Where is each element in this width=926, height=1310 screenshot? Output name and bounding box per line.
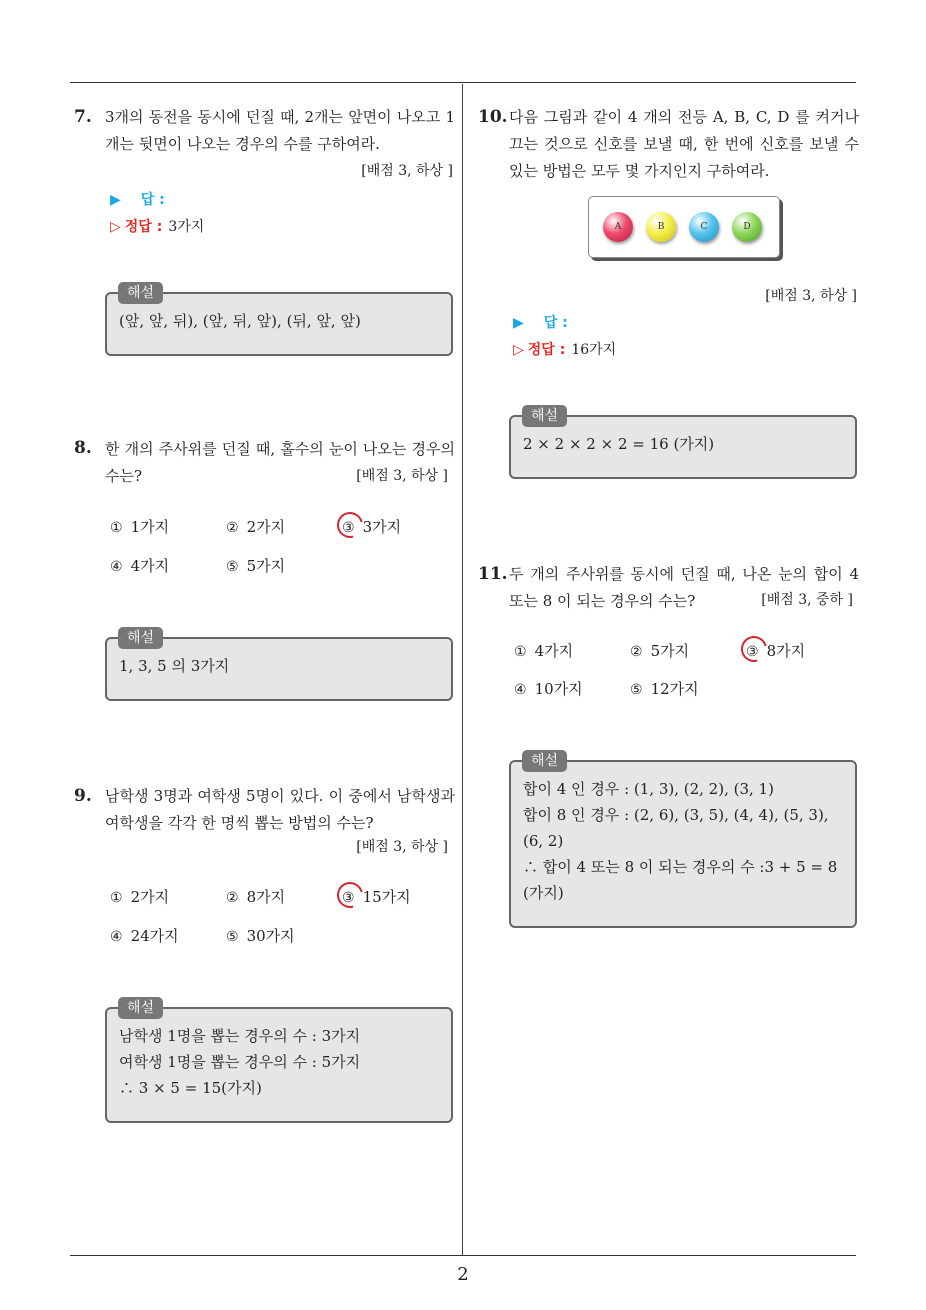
choice-4[interactable]: ④ 4가지 [110,557,170,575]
solution-line: 1, 3, 5 의 3가지 [119,657,230,675]
solution-box [509,760,857,928]
answer-line [110,188,165,212]
choice-1[interactable]: ① 1가지 [110,518,170,536]
lamp-d-icon: D [732,212,762,242]
solution-line: 합이 8 인 경우 : (2, 6), (3, 5), (4, 4), (5, 3), (6, 2) [523,806,829,850]
question-text: 남학생 3명과 여학생 5명이 있다. 이 중에서 남학생과 여학생을 각각 한 명씩 뽑는 방법의 수는? [105,787,455,832]
question-text: 다음 그림과 같이 4 개의 전등 A, B, C, D 를 켜거나 끄는 것으로 신호를 보낼 때, 한 번에 신호를 보낼 수 있는 방법은 모두 몇 가지인지 구하여라. [509,108,859,180]
correct-label: 정답 : [124,219,163,235]
solution-box [105,1007,453,1123]
score-meta: [배점 3, 하상 ] [356,468,448,484]
solution-line: 남학생 1명을 뽑는 경우의 수 : 3가지 [119,1027,361,1045]
question-text: 두 개의 주사위를 동시에 던질 때, 나온 눈의 합이 4 또는 8 이 되는 경우의 수는? [509,565,859,610]
solution-tag: 해설 [118,997,163,1019]
question-text: 한 개의 주사위를 던질 때, 홀수의 눈이 나오는 경우의 수는? [105,440,455,485]
top-rule [70,82,856,83]
lamp-b-icon: B [646,212,676,242]
page-number: 2 [457,1264,469,1285]
answer-circle-mark [332,877,368,913]
answer-label: 답 : [543,315,568,331]
choice-1[interactable]: ① 4가지 [514,642,574,660]
correct-answer-line [513,338,616,362]
solution-tag: 해설 [522,750,567,772]
correct-answer-line [110,215,204,239]
answer-circle-mark [736,631,772,667]
question-text: 3개의 동전을 동시에 던질 때, 2개는 앞면이 나오고 1개는 뒷면이 나오는 경우의 수를 구하여라. [105,108,455,153]
question-number: 8. [74,438,92,458]
choice-1[interactable]: ① 2가지 [110,888,170,906]
choice-2[interactable]: ② 5가지 [630,642,690,660]
question-number: 10. [478,107,508,127]
choice-2[interactable]: ② 2가지 [226,518,286,536]
solution-line: 여학생 1명을 뽑는 경우의 수 : 5가지 [119,1053,361,1071]
choice-3[interactable]: ③ 3가지 [342,518,402,536]
score-meta: [배점 3, 하상 ] [765,288,857,304]
solution-line: 합이 4 인 경우 : (1, 3), (2, 2), (3, 1) [523,780,774,798]
solution-line: ∴ 합이 4 또는 8 이 되는 경우의 수 :3 + 5 = 8 (가지) [523,858,838,902]
score-meta: [배점 3, 하상 ] [361,163,453,179]
correct-label: 정답 : [527,342,566,358]
choice-3[interactable]: ③ 8가지 [746,642,806,660]
choice-5[interactable]: ⑤ 5가지 [226,557,286,575]
choice-4[interactable]: ④ 24가지 [110,927,179,945]
bottom-rule [70,1255,856,1256]
question-number: 7. [74,107,92,127]
choice-2[interactable]: ② 8가지 [226,888,286,906]
solution-line: ∴ 3 × 5 = 15(가지) [119,1079,262,1097]
question-number: 11. [478,564,508,584]
column-divider [462,84,463,1256]
question-number: 9. [74,786,92,806]
score-meta: [배점 3, 하상 ] [356,839,448,855]
solution-line: (앞, 앞, 뒤), (앞, 뒤, 앞), (뒤, 앞, 앞) [119,312,361,330]
answer-line [513,311,568,335]
solution-tag: 해설 [522,405,567,427]
solution-line: 2 × 2 × 2 × 2 = 16 (가지) [523,435,715,453]
choice-4[interactable]: ④ 10가지 [514,680,583,698]
choice-3[interactable]: ③ 15가지 [342,888,411,906]
answer-triangle-icon: ▶ [513,315,524,331]
lamp-panel [588,196,780,258]
solution-tag: 해설 [118,282,163,304]
choice-5[interactable]: ⑤ 30가지 [226,927,295,945]
answer-circle-mark [332,507,368,543]
choice-5[interactable]: ⑤ 12가지 [630,680,699,698]
lamp-c-icon: C [689,212,719,242]
answer-label: 답 : [140,192,165,208]
lamp-a-icon: A [603,212,633,242]
outline-triangle-icon: ▷ [110,219,121,235]
solution-tag: 해설 [118,627,163,649]
correct-answer-value: 16가지 [571,342,617,358]
correct-answer-value: 3가지 [168,219,205,235]
outline-triangle-icon: ▷ [513,342,524,358]
score-meta: [배점 3, 중하 ] [761,592,853,608]
answer-triangle-icon: ▶ [110,192,121,208]
